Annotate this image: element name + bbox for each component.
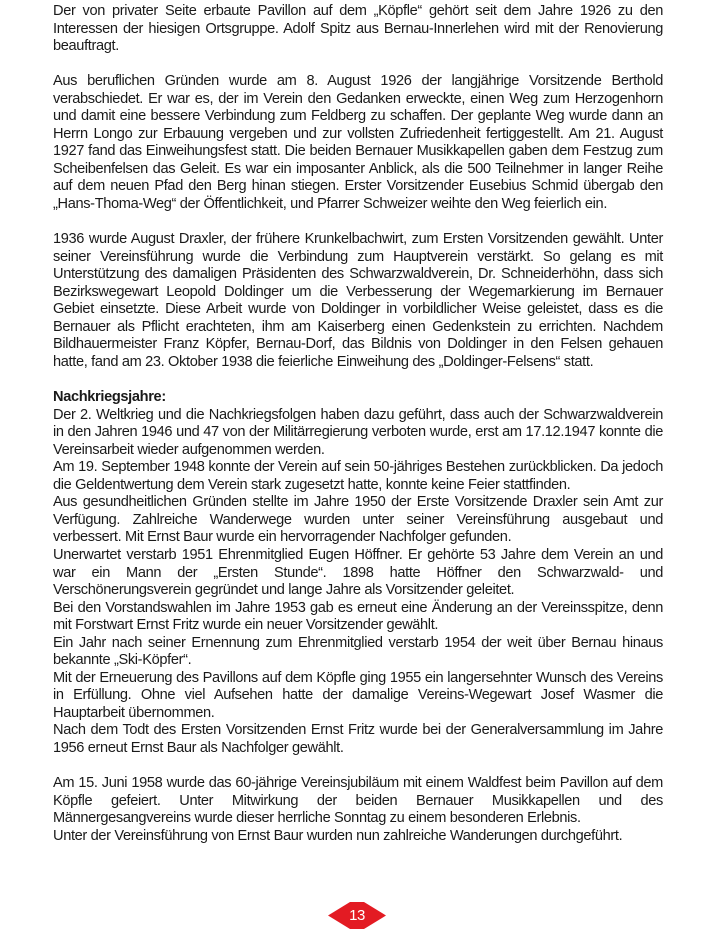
page-number: 13 <box>349 907 365 924</box>
paragraph-gap <box>53 214 663 232</box>
paragraph-hans-thoma-weg: Aus beruflichen Gründen wurde am 8. August 1926 der langjährige Vorsitzende Berthold verabschiedet. Er war es, der im Verein den Gedanken erweckte, einen Weg zum Herzogenhorn und damit eine bessere Verbindung zum Feldberg zu schaffen. Der geplante Weg wurde dann an Herrn Longo zur Erbauung vergeben und zur vollsten Zufriedenheit fertiggestellt. Am 21. August 1927 fand das Einweihungsfest statt. Die beiden Bernauer Musikkapellen gaben dem Festzug zum Scheibenfelsen das Geleit. Es war ein imposanter Anblick, als die 500 Teilnehmer in langer Reihe auf dem neuen Pfad den Berg hinan stiegen. Erster Vorsitzender Eusebius Schmid übergab den „Hans-Thoma-Weg“ der Öffentlichkeit, und Pfarrer Schweizer weihte den Weg feierlich ein. <box>53 73 663 213</box>
paragraph-doldinger: 1936 wurde August Draxler, der frühere Krunkelbachwirt, zum Ersten Vorsitzenden gewählt. Unter seiner Vereinsführung wurde die Verbindung zum Hauptverein verstärkt. So gelang es mit Unterstützung des damaligen Präsidenten des Schwarzwaldverein, Dr. Schneiderhöhn, dass sich Bezirkswegewart Leopold Doldinger um die Verbesserung der Wegemarkierung im Bernauer Gebiet einsetzte. Diese Arbeit wurde von Doldinger in vorbildlicher Weise geleistet, dass es die Bernauer als Pflicht erachteten, ihm am Kaiserberg einen Gedenkstein zu errichten. Nachdem Bildhauermeister Franz Köpfer, Bernau-Dorf, das Bildnis von Doldinger in den Felsen gehauen hatte, fand am 23. Oktober 1938 die feierliche Einweihung des „Doldinger-Felsens“ statt. <box>53 231 663 370</box>
section-paragraph: Unerwartet verstarb 1951 Ehrenmitglied Eugen Höffner. Er gehörte 53 Jahre dem Verein an und war ein Mann der „Ersten Stunde“. 1898 hatte Höffner den Schwarzwald- und Verschönerungsverein gegründet und lange Jahre als Vorsitzender geleitet. <box>53 546 663 599</box>
section-paragraph: Am 19. September 1948 konnte der Verein auf sein 50-jähriges Bestehen zurückblicken. Da jedoch die Geldentwertung dem Verein stark zugesetzt hatte, konnte keine Feier stattfinden. <box>53 459 663 493</box>
paragraph-pavillon: Der von privater Seite erbaute Pavillon auf dem „Köpfle“ gehört seit dem Jahre 1926 zu den Interessen der hiesigen Ortsgruppe. Adolf Spitz aus Bernau-Innerlehen wird mit der Renovierung beauftragt. <box>53 3 663 55</box>
section-paragraph: Aus gesundheitlichen Gründen stellte im Jahre 1950 der Erste Vorsitzende Draxler sein Amt zur Verfügung. Zahlreiche Wanderwege wurden unter seiner Vereinsführung ausgebaut und verbessert. Mit Ernst Baur wurde ein hervorragender Nachfolger gefunden. <box>53 494 663 546</box>
paragraph-gap <box>53 758 663 776</box>
paragraph-gap <box>53 56 663 74</box>
section-paragraph: Bei den Vorstandswahlen im Jahre 1953 gab es erneut eine Änderung an der Vereinsspitze, denn mit Forstwart Ernst Fritz wurde ein neuer Vorsitzender gewählt. <box>53 599 663 634</box>
closing-paragraph: Unter der Vereinsführung von Ernst Baur wurden nun zahlreiche Wanderungen durchgeführt. <box>53 827 623 844</box>
section-paragraph: Ein Jahr nach seiner Ernennung zum Ehrenmitglied verstarb 1954 der weit über Bernau hinaus bekannte „Ski-Köpfer“. <box>53 634 663 669</box>
section-paragraph: Der 2. Weltkrieg und die Nachkriegsfolgen haben dazu geführt, dass auch der Schwarzwaldverein in den Jahren 1946 und 47 von der Militärregierung verboten wurde, erst am 17.12.1947 konnte die Vereinsarbeit wieder aufgenommen werden. <box>53 406 663 458</box>
page-number-badge <box>328 902 386 929</box>
closing-paragraph: Am 15. Juni 1958 wurde das 60-jährige Vereinsjubiläum mit einem Waldfest beim Pavillon auf dem Köpfle gefeiert. Unter Mitwirkung der beiden Bernauer Musikkapellen und des Männergesangvereins wurde dieser herrliche Sonntag zu einem besonderen Erlebnis. <box>53 775 663 827</box>
paragraph-gap <box>53 371 663 389</box>
section-heading: Nachkriegsjahre: <box>53 389 166 406</box>
section-paragraph: Nach dem Todt des Ersten Vorsitzenden Ernst Fritz wurde bei der Generalversammlung im Jahre 1956 erneut Ernst Baur als Nachfolger gewählt. <box>53 722 663 756</box>
document-page <box>53 3 663 845</box>
section-paragraph: Mit der Erneuerung des Pavillons auf dem Köpfle ging 1955 ein langersehnter Wunsch des Vereins in Erfüllung. Ohne viel Aufsehen hatte der damalige Vereins-Wegewart Josef Wasmer die Hauptarbeit übernommen. <box>53 669 663 721</box>
